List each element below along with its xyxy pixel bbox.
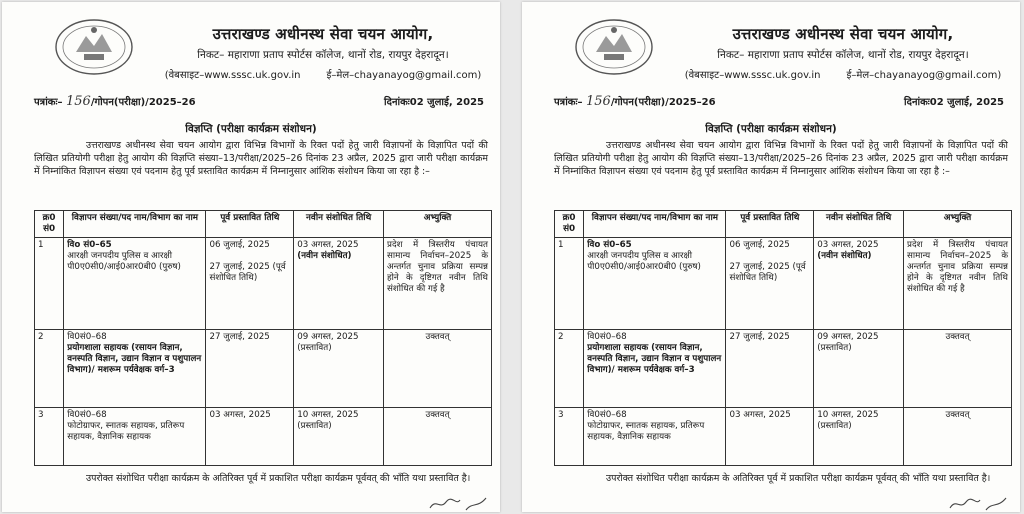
col-header-new-date: नवीन संशोधित तिथि	[294, 211, 384, 238]
reference-line	[34, 94, 484, 109]
table-header-row	[35, 211, 492, 238]
notice-title: विज्ञप्ति (परीक्षा कार्यक्रम संशोधन)	[705, 123, 837, 135]
email-text: ई–मेल–chayanayog@gmail.com)	[326, 70, 482, 81]
schedule-table	[34, 210, 492, 466]
col-header-sno: क्र0 सं0	[35, 211, 64, 238]
col-header-prev-date: पूर्व प्रस्तावित तिथि	[726, 211, 814, 238]
signature-icon	[426, 492, 496, 512]
closing-note: उपरोक्त संशोधित परीक्षा कार्यक्रम के अतिरिक्त पूर्व में प्रकाशित परीक्षा कार्यक्रम पूर्ववत् की भाँति यथा प्रस्तावित है।	[86, 473, 471, 484]
notice-body: उत्तराखण्ड अधीनस्थ सेवा चयन आयोग द्वारा विभिन्न विभागों के रिक्त पदों हेतु जारी विज्ञापनों के विज्ञापित पदों की लिखित प्रतियोगी परीक्षा हेतु आयोग की विज्ञप्ति संख्या–13/परीक्षा/2025–26 दिनांक 23 अप्रैल, 2025 द्वारा जारी परीक्षा कार्यक्रम में निम्नांकित विज्ञापन संख्या एवं पदनाम हेतु पूर्व प्रस्तावित कार्यक्रम में निम्नानुसार आंशिक संशोधन किया जा रहा है :–	[554, 140, 1008, 178]
table-row: 1 विo सं0–65 आरक्षी जनपदीय पुलिस व आरक्षी पी0ए0सी0/आई0आर0बी0 (पुरुष) 06 जुलाई, 2025 27 जुलाई, 2025 (पूर्व संशोधित तिथि) 03 अगस्त, 2025 (नवीन संशोधित) प्रदेश में त्रिस्तरीय पंचायत सामान्य निर्वाचन–2025 के अन्तर्गत चुनाव प्रक्रिया सम्पन्न होने के दृष्टिगत नवीन तिथि संशोधित की गई है	[555, 238, 1012, 330]
table-row: 3 वि0सं0–68 फोटोग्राफर, स्नातक सहायक, प्रतिरूप सहायक, वैज्ञानिक सहायक 03 अगस्त, 2025 10 अगस्त, 2025 (प्रस्तावित) उक्तवत्	[555, 408, 1012, 466]
col-header-remarks: अभ्युक्ति	[904, 211, 1012, 238]
table-header-row	[555, 211, 1012, 238]
org-address: निकट– महाराणा प्रताप स्पोर्टस कॉलेज, थानों रोड, रायपुर देहरादून।	[717, 49, 969, 61]
table-row: 1 विo सं0–65 आरक्षी जनपदीय पुलिस व आरक्षी पी0ए0सी0/आई0आर0बी0 (पुरुष) 06 जुलाई, 2025 27 जुलाई, 2025 (पूर्व संशोधित तिथि) 03 अगस्त, 2025 (नवीन संशोधित) प्रदेश में त्रिस्तरीय पंचायत सामान्य निर्वाचन–2025 के अन्तर्गत चुनाव प्रक्रिया सम्पन्न होने के दृष्टिगत नवीन तिथि संशोधित की गई है	[35, 238, 492, 330]
col-header-post: विज्ञापन संख्या/पद नाम/विभाग का नाम	[64, 211, 206, 238]
handwritten-ref-number: 156	[585, 94, 611, 109]
col-header-sno: क्र0 सं0	[555, 211, 584, 238]
email-text: ई–मेल–chayanayog@gmail.com)	[846, 70, 1002, 81]
website-text: (वेबसाइट–www.sssc.uk.gov.in	[164, 70, 301, 81]
contact-line	[152, 67, 494, 81]
org-address: निकट– महाराणा प्रताप स्पोर्टस कॉलेज, थानों रोड, रायपुर देहरादून।	[197, 49, 449, 61]
closing-note: उपरोक्त संशोधित परीक्षा कार्यक्रम के अतिरिक्त पूर्व में प्रकाशित परीक्षा कार्यक्रम पूर्ववत् की भाँति यथा प्रस्तावित है।	[606, 473, 991, 484]
contact-line	[672, 67, 1014, 81]
notice-page-right	[522, 2, 1020, 512]
col-header-new-date: नवीन संशोधित तिथि	[814, 211, 904, 238]
commission-emblem-icon	[574, 18, 654, 76]
col-header-prev-date: पूर्व प्रस्तावित तिथि	[206, 211, 294, 238]
org-name: उत्तराखण्ड अधीनस्थ सेवा चयन आयोग,	[212, 25, 434, 43]
issue-date: दिनांकः02 जुलाई, 2025	[904, 97, 1004, 108]
table-row: 2 वि0सं0–68 प्रयोगशाला सहायक (रसायन विज्ञान, वनस्पति विज्ञान, उद्यान विज्ञान व पशुपालन विभाग)/ मशरूम पर्यवेक्षक वर्ग–3 27 जुलाई, 2025 09 अगस्त, 2025 (प्रस्तावित) उक्तवत्	[35, 330, 492, 408]
table-row: 2 वि0सं0–68 प्रयोगशाला सहायक (रसायन विज्ञान, वनस्पति विज्ञान, उद्यान विज्ञान व पशुपालन विभाग)/ मशरूम पर्यवेक्षक वर्ग–3 27 जुलाई, 2025 09 अगस्त, 2025 (प्रस्तावित) उक्तवत्	[555, 330, 1012, 408]
issue-date: दिनांकः02 जुलाई, 2025	[384, 97, 484, 108]
website-text: (वेबसाइट–www.sssc.uk.gov.in	[684, 70, 821, 81]
letterhead	[152, 24, 494, 81]
commission-emblem-icon	[54, 18, 134, 76]
notice-title: विज्ञप्ति (परीक्षा कार्यक्रम संशोधन)	[185, 123, 317, 135]
reference-number: पत्रांकः– 156/गोपन(परीक्षा)/2025–26	[34, 94, 196, 109]
handwritten-ref-number: 156	[65, 94, 91, 109]
col-header-post: विज्ञापन संख्या/पद नाम/विभाग का नाम	[584, 211, 726, 238]
table-row: 3 वि0सं0–68 फोटोग्राफर, स्नातक सहायक, प्रतिरूप सहायक, वैज्ञानिक सहायक 03 अगस्त, 2025 10 अगस्त, 2025 (प्रस्तावित) उक्तवत्	[35, 408, 492, 466]
col-header-remarks: अभ्युक्ति	[384, 211, 492, 238]
notice-page-left	[2, 2, 500, 512]
schedule-table	[554, 210, 1012, 466]
letterhead	[672, 24, 1014, 81]
reference-number: पत्रांकः– 156/गोपन(परीक्षा)/2025–26	[554, 94, 716, 109]
reference-line	[554, 94, 1004, 109]
signature-icon	[946, 492, 1016, 512]
org-name: उत्तराखण्ड अधीनस्थ सेवा चयन आयोग,	[732, 25, 954, 43]
notice-body: उत्तराखण्ड अधीनस्थ सेवा चयन आयोग द्वारा विभिन्न विभागों के रिक्त पदों हेतु जारी विज्ञापनों के विज्ञापित पदों की लिखित प्रतियोगी परीक्षा हेतु आयोग की विज्ञप्ति संख्या–13/परीक्षा/2025–26 दिनांक 23 अप्रैल, 2025 द्वारा जारी परीक्षा कार्यक्रम में निम्नांकित विज्ञापन संख्या एवं पदनाम हेतु पूर्व प्रस्तावित कार्यक्रम में निम्नानुसार आंशिक संशोधन किया जा रहा है :–	[34, 140, 488, 178]
